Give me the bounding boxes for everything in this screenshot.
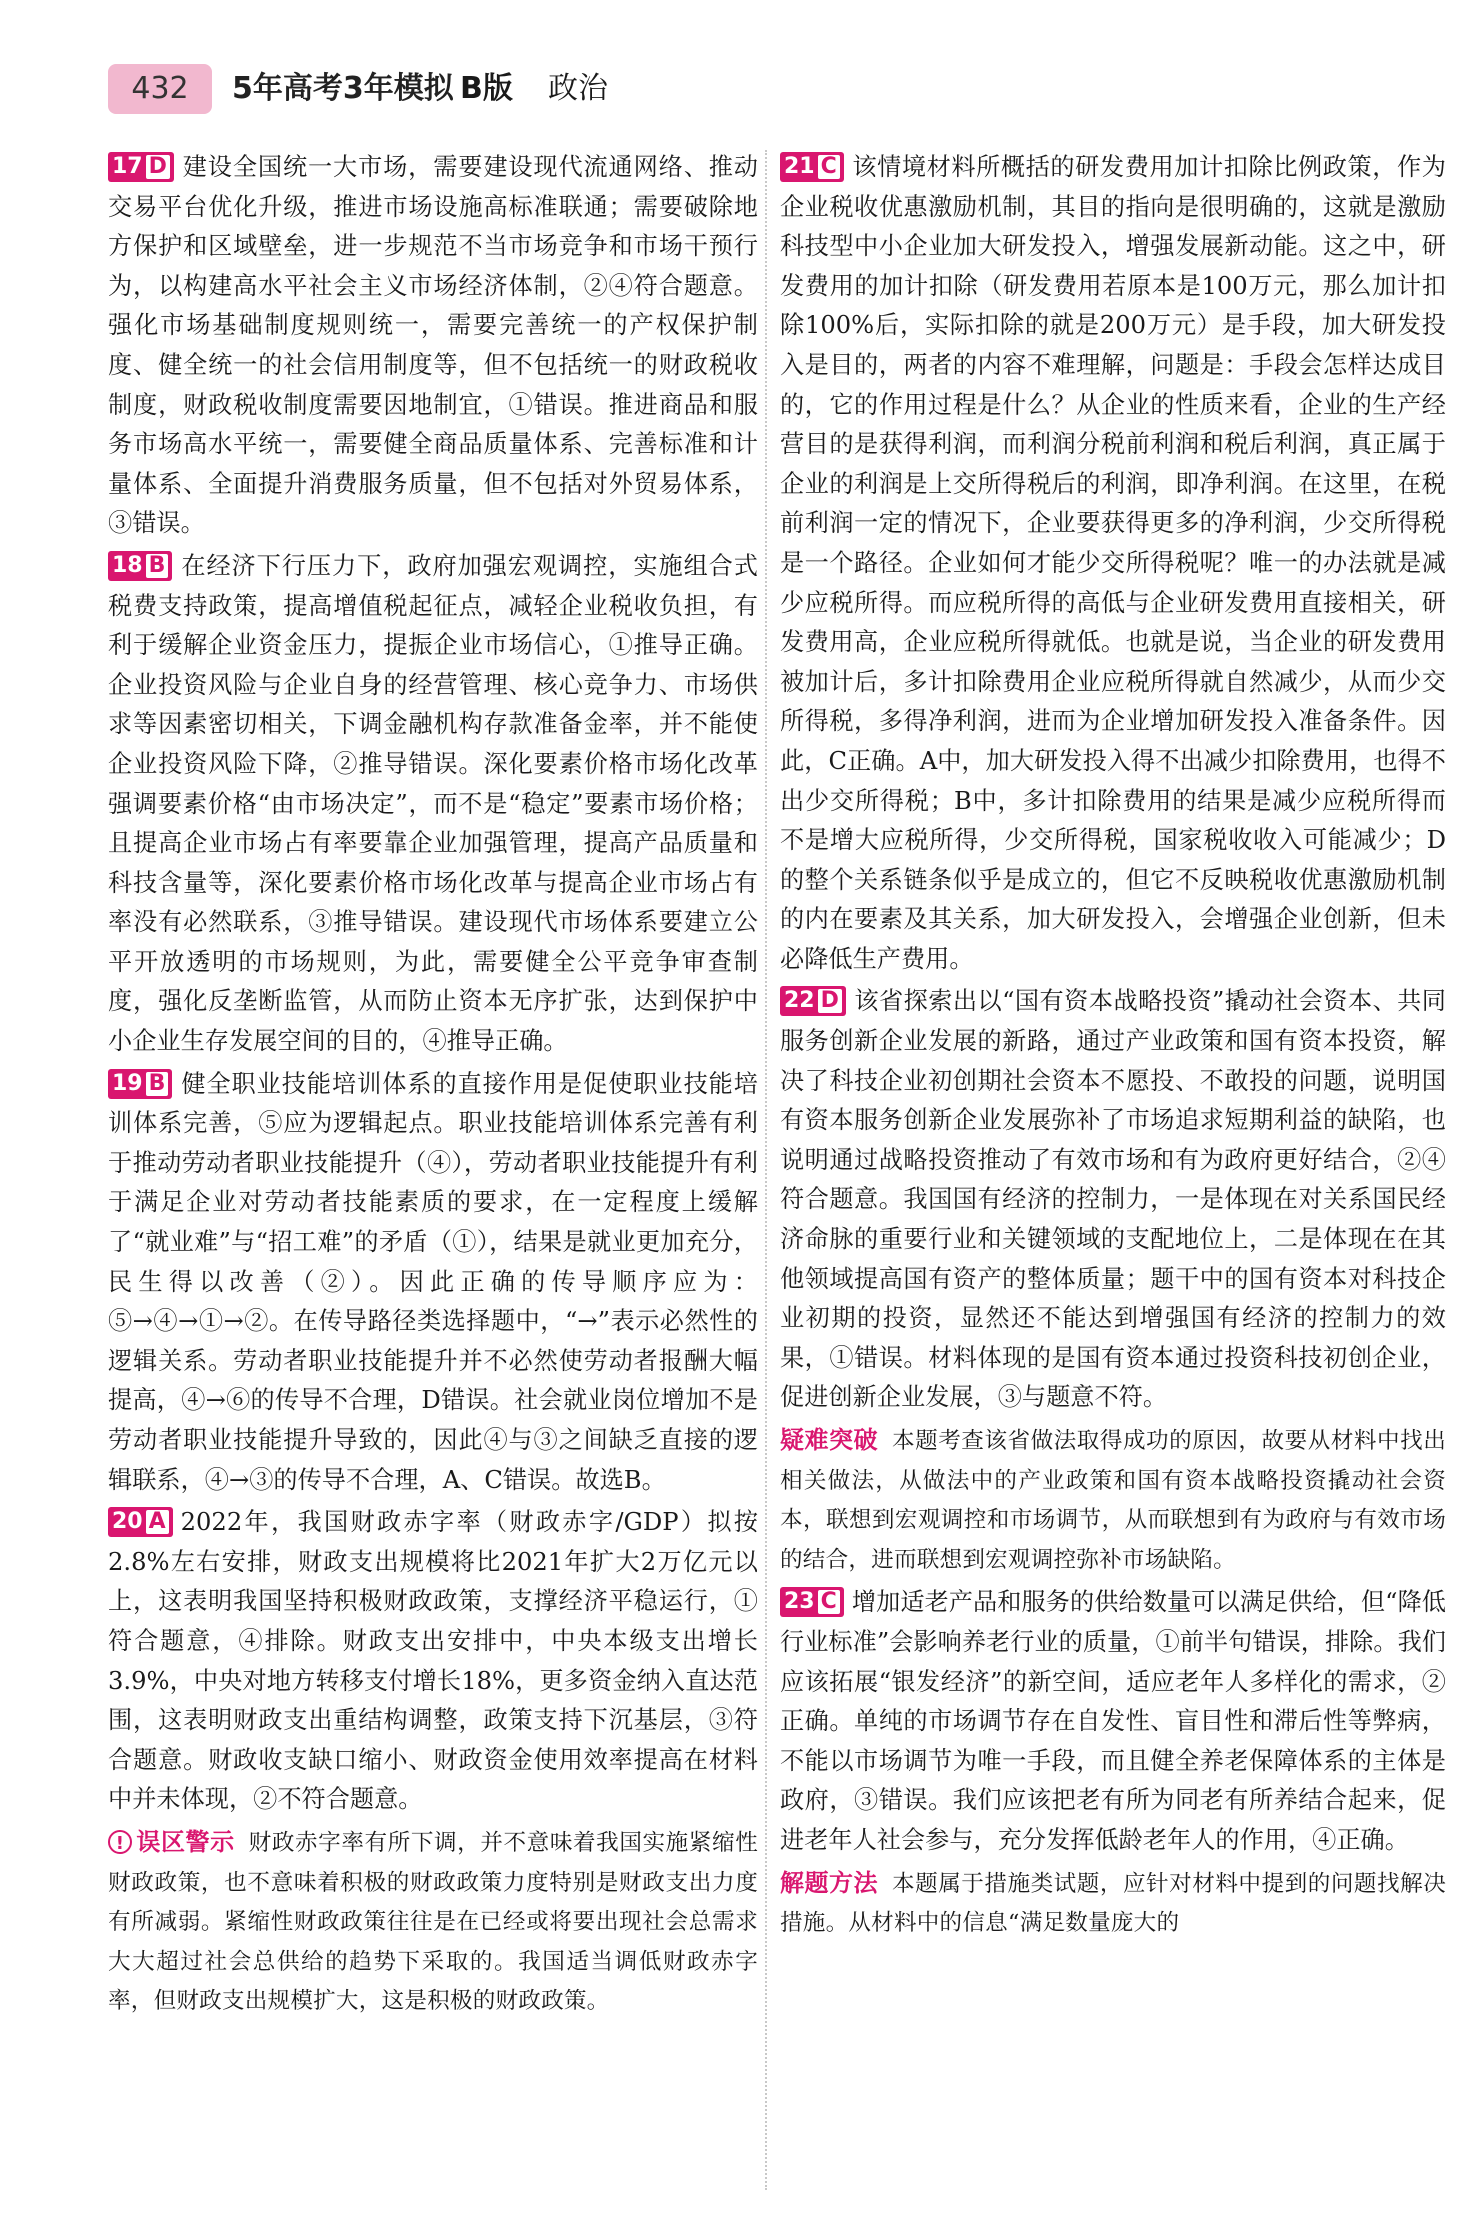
answer-22 [780,982,1446,1418]
book-edition: B版 [460,71,513,106]
explanation-text: 建设全国统一大市场，需要建设现代流通网络、推动交易平台优化升级，推进市场设施高标准联通；需要破除地方保护和区域壁垒，进一步规范不当市场竞争和市场干预行为，以构建高水平社会主义市场经济体制，②④符合题意。强化市场基础制度规则统一，需要完善统一的产权保护制度、健全统一的社会信用制度等，但不包括统一的财政税收制度，财政税收制度需要因地制宜，①错误。推进商品和服务市场高水平统一，需要健全商品质量体系、完善标准和计量体系、全面提升消费服务质量，但不包括对外贸易体系，③错误。 [108,153,758,538]
right-column [780,148,1446,2198]
difficulty-breakthrough-note [780,1421,1446,1580]
explanation-text: 该情境材料所概括的研发费用加计扣除比例政策，作为企业税收优惠激励机制，其目的指向是很明确的，这就是激励科技型中小企业加大研发投入，增强发展新动能。这之中，研发费用的加计扣除（研发费用若原本是100万元，那么加计扣除100%后，实际扣除的就是200万元）是手段，加大研发投入是目的，两者的内容不难理解，问题是：手段会怎样达成目的，它的作用过程是什么？从企业的性质来看，企业的生产经营目的是获得利润，而利润分税前利润和税后利润，真正属于企业的利润是上交所得税后的利润，即净利润。在这里，在税前利润一定的情况下，企业要获得更多的净利润，少交所得税是一个路径。企业如何才能少交所得税呢？唯一的办法就是减少应税所得。而应税所得的高低与企业研发费用直接相关，研发费用高，企业应税所得就低。也就是说，当企业的研发费用被加计后，多计扣除费用企业应税所得就自然减少，从而少交所得税，多得净利润，进而为企业增加研发投入准备条件。因此，C正确。A中，加大研发投入得不出减少扣除费用，也得不出少交所得税；B中，多计扣除费用的结果是减少应税所得而不是增大应税所得，少交所得税，国家税收收入可能减少；D的整个关系链条似乎是成立的，但它不反映税收优惠激励机制的内在要素及其关系，加大研发投入，会增强企业创新，但未必降低生产费用。 [780,153,1446,973]
explanation-text: 增加适老产品和服务的供给数量可以满足供给，但“降低行业标准”会影响养老行业的质量，①前半句错误，排除。我们应该拓展“银发经济”的新空间，适应老年人多样化的需求，②正确。单纯的市场调节存在自发性、盲目性和滞后性等弊病，不能以市场调节为唯一手段，而且健全养老保障体系的主体是政府，③错误。我们应该把老有所为同老有所养结合起来，促进老年人社会参与，充分发挥低龄老年人的作用，④正确。 [780,1588,1446,1854]
book-title: 5年高考3年模拟 [232,71,454,106]
solution-method-note [780,1864,1446,1944]
explanation-text: 2022年，我国财政赤字率（财政赤字/GDP）拟按2.8%左右安排，财政支出规模将比2021年扩大2万亿元以上，这表明我国坚持积极财政政策，支撑经济平稳运行，①符合题意，④排除。财政支出安排中，中央本级支出增长3.9%，中央对地方转移支付增长18%，更多资金纳入直达范围，这表明财政支出重结构调整，政策支持下沉基层，③符合题意。财政收支缺口缩小、财政资金使用效率提高在材料中并未体现，②不符合题意。 [108,1508,758,1814]
question-tag: 23 C [780,1587,844,1617]
note-text: 财政赤字率有所下调，并不意味着我国实施紧缩性财政政策，也不意味着积极的财政政策力度特别是财政支出力度有所减弱。紧缩性财政政策往往是在已经或将要出现社会总需求大大超过社会总供给的趋势下采取的。我国适当调低财政赤字率，但财政支出规模扩大，这是积极的财政政策。 [108,1829,758,2015]
answer-21 [780,148,1446,979]
question-tag: 21 C [780,152,844,182]
question-tag: 20 A [108,1507,173,1537]
answer-19 [108,1065,758,1501]
answer-23 [780,1583,1446,1860]
answer-20 [108,1503,758,1820]
note-label: 疑难突破 [780,1426,879,1454]
answer-18 [108,547,758,1062]
column-divider [765,150,767,2190]
explanation-text: 该省探索出以“国有资本战略投资”撬动社会资本、共同服务创新企业发展的新路，通过产业政策和国有资本投资，解决了科技企业初创期社会资本不愿投、不敢投的问题，说明国有资本服务创新企业发展弥补了市场追求短期利益的缺陷，也说明通过战略投资推动了有效市场和有为政府更好结合，②④符合题意。我国国有经济的控制力，一是体现在对关系国民经济命脉的重要行业和关键领域的支配地位上，二是体现在在其他领域提高国有资产的整体质量；题干中的国有资本对科技企业初期的投资，显然还不能达到增强国有经济的控制力的效果，①错误。材料体现的是国有资本通过投资科技初创企业，促进创新企业发展，③与题意不符。 [780,987,1446,1412]
question-tag: 22 D [780,986,846,1016]
note-label: 误区警示 [136,1827,235,1856]
left-column [108,148,758,2198]
explanation-text: 健全职业技能培训体系的直接作用是促使职业技能培训体系完善，⑤应为逻辑起点。职业技能培训体系完善有利于推动劳动者职业技能提升（④），劳动者职业技能提升有利于满足企业对劳动者技能素质的要求，在一定程度上缓解了“就业难”与“招工难”的矛盾（①），结果是就业更加充分，民生得以改善（②）。因此正确的传导顺序应为：⑤→④→①→②。在传导路径类选择题中，“→”表示必然性的逻辑关系。劳动者职业技能提升并不必然使劳动者报酬大幅提高，④→⑥的传导不合理，D错误。社会就业岗位增加不是劳动者职业技能提升导致的，因此④与③之间缺乏直接的逻辑联系，④→③的传导不合理，A、C错误。故选B。 [108,1069,758,1494]
answer-17 [108,148,758,544]
mistake-warning-note [108,1823,758,2022]
explanation-text: 在经济下行压力下，政府加强宏观调控，实施组合式税费支持政策，提高增值税起征点，减轻企业税收负担，有利于缓解企业资金压力，提振企业市场信心，①推导正确。企业投资风险与企业自身的经营管理、核心竞争力、市场供求等因素密切相关，下调金融机构存款准备金率，并不能使企业投资风险下降，②推导错误。深化要素价格市场化改革强调要素价格“由市场决定”，而不是“稳定”要素市场价格；且提高企业市场占有率要靠企业加强管理，提高产品质量和科技含量等，深化要素价格市场化改革与提高企业市场占有率没有必然联系，③推导错误。建设现代市场体系要建立公平开放透明的市场规则，为此，需要健全公平竞争审查制度，强化反垄断监管，从而防止资本无序扩张，达到保护中小企业生存发展空间的目的，④推导正确。 [108,551,758,1056]
question-tag: 18 B [108,551,172,581]
note-text: 本题考查该省做法取得成功的原因，故要从材料中找出相关做法，从做法中的产业政策和国有资本战略投资撬动社会资本，联想到宏观调控和市场调节，从而联想到有为政府与有效市场的结合，进而联想到宏观调控弥补市场缺陷。 [780,1428,1446,1573]
question-tag: 19 B [108,1069,172,1099]
note-text: 本题属于措施类试题，应针对材料中提到的问题找解决措施。从材料中的信息“满足数量庞大的 [780,1870,1446,1937]
note-label: 解题方法 [780,1868,879,1897]
exclamation-icon: ! [108,1830,132,1854]
page-number: 432 [108,64,212,114]
page-header [0,0,1465,130]
question-tag: 17 D [108,152,174,182]
book-subject: 政治 [548,71,608,106]
